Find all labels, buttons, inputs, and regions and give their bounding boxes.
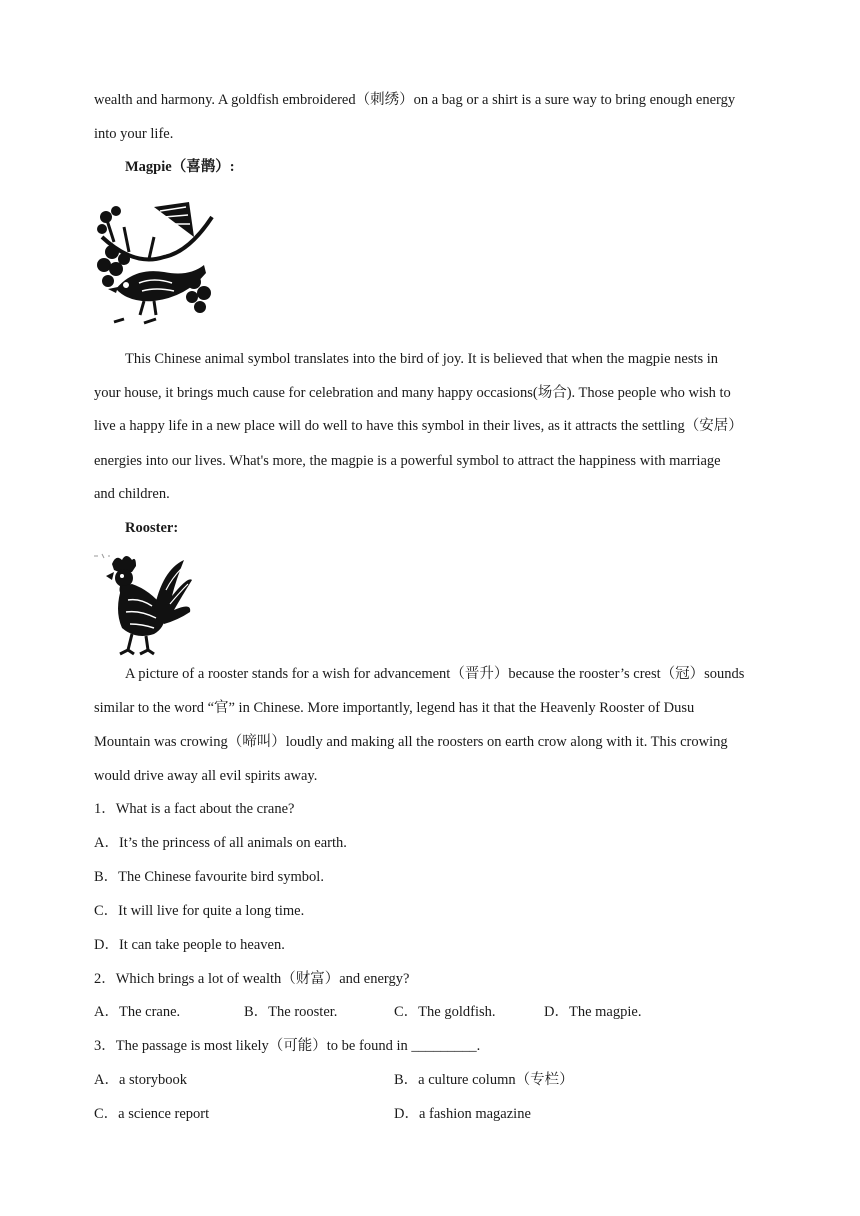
paragraph-line: wealth and harmony. A goldfish embroidered（刺绣）on a bag or a shirt is a sure way to bring enough energy: [94, 92, 736, 108]
paragraph-line: your house, it brings much cause for celebration and many happy occasions(场合). Those people who wish to: [94, 385, 731, 401]
rooster-heading: Rooster:: [125, 520, 179, 536]
answer-option: C．a science report: [94, 1106, 210, 1122]
answer-option: A．a storybook: [94, 1072, 188, 1088]
magpie-papercut-icon: [94, 197, 216, 327]
answer-option: B．a culture column（专栏）: [394, 1072, 574, 1088]
paragraph-line: would drive away all evil spirits away.: [94, 768, 318, 784]
answer-option: D．It can take people to heaven.: [94, 937, 285, 953]
paragraph-line: similar to the word “官” in Chinese. More importantly, legend has it that the Heavenly Rooster of Dusu: [94, 700, 695, 716]
answer-option: A．It’s the princess of all animals on earth.: [94, 835, 347, 851]
question-stem: 3．The passage is most likely（可能）to be found in _________.: [94, 1038, 481, 1054]
question-stem: 2．Which brings a lot of wealth（财富）and energy?: [94, 971, 410, 987]
answer-option: D．The magpie.: [544, 1004, 642, 1020]
paragraph-line: live a happy life in a new place will do well to have this symbol in their lives, as it attracts the settling（安居）: [94, 418, 743, 434]
answer-option: C．The goldfish.: [394, 1004, 496, 1020]
answer-option: C．It will live for quite a long time.: [94, 903, 305, 919]
paragraph-line: and children.: [94, 486, 170, 502]
paragraph-line: Mountain was crowing（啼叫）loudly and making all the roosters on earth crow along with it. This crowing: [94, 734, 728, 750]
answer-option: A．The crane.: [94, 1004, 181, 1020]
paragraph-line: energies into our lives. What's more, the magpie is a powerful symbol to attract the happiness with marriage: [94, 453, 721, 469]
rooster-papercut-icon: [92, 550, 197, 658]
answer-option: B．The Chinese favourite bird symbol.: [94, 869, 324, 885]
question-stem: 1．What is a fact about the crane?: [94, 801, 295, 817]
paragraph-line: This Chinese animal symbol translates into the bird of joy. It is believed that when the magpie nests in: [125, 351, 719, 367]
magpie-heading: Magpie（喜鹊）:: [125, 159, 235, 175]
answer-option: D．a fashion magazine: [394, 1106, 531, 1122]
answer-option: B．The rooster.: [244, 1004, 338, 1020]
paragraph-line: into your life.: [94, 126, 174, 142]
paragraph-line: A picture of a rooster stands for a wish for advancement（晋升）because the rooster’s crest（冠）sounds: [125, 666, 745, 682]
